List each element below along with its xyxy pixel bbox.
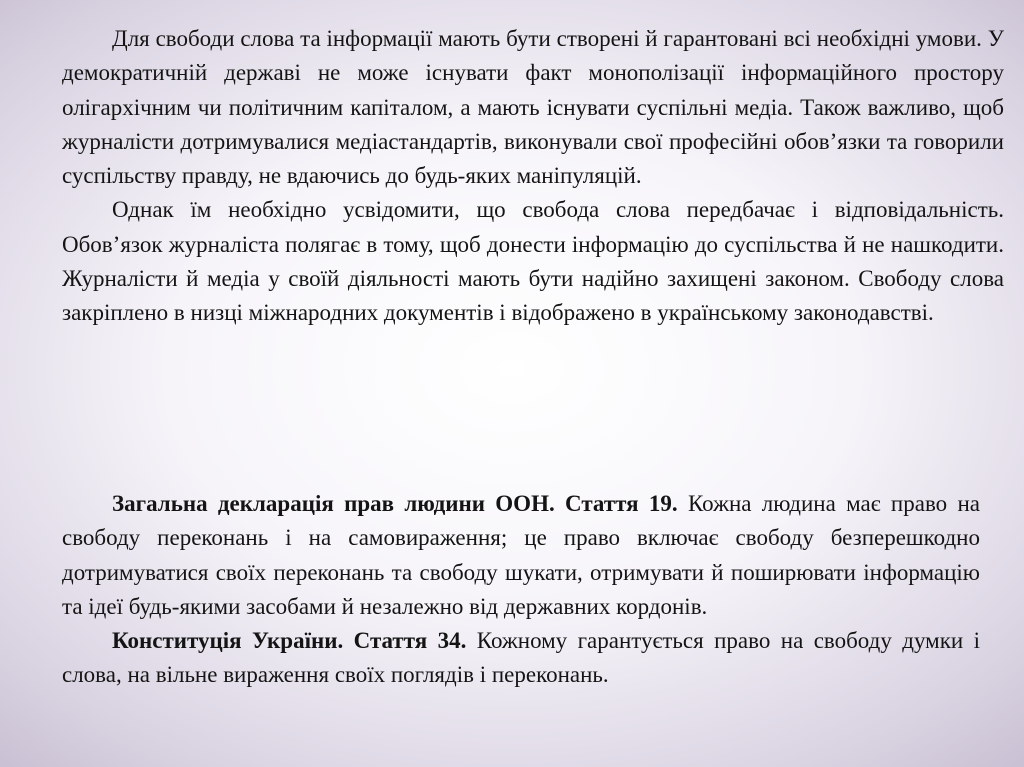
- quote-declaration-title: Загальна декларація прав людини ООН. Стаття 19.: [112, 491, 678, 516]
- paragraph-responsibility: Однак їм необхідно усвідомити, що свобода слова передбачає і відповідальність. Обов’язок журналіста полягає в тому, щоб донести інформацію до суспільства й не нашкодити. Журналісти й медіа у своїй діяльності мають бути надійно захищені законом. Свободу слова закріплено в низці міжнародних документів і відображено в українському законодавстві.: [62, 197, 1004, 326]
- quote-constitution-title: Конституція України. Стаття 34.: [112, 628, 467, 654]
- quote-constitution-article-34: [62, 624, 980, 693]
- quote-declaration-text: Кожна людина має право на свободу переконань і на самовираження; це право включає свободу безперешкодно дотримуватися своїх переконань та свободу шукати, отримувати й поширювати інформацію та ідеї будь-якими засобами й незалежно від державних кордонів.: [62, 491, 980, 619]
- paragraph-freedom-conditions: Для свободи слова та інформації мають бути створені й гарантовані всі необхідні умови. У демократичній державі не може існувати факт монополізації інформаційного простору олігархічним чи політичним капіталом, а мають існувати суспільні медіа. Також важливо, щоб журналісти дотримувалися медіастандартів, виконували свої професійні обов’язки та говорили суспільству правду, не вдаючись до будь-яких маніпуляцій.: [62, 26, 1004, 189]
- quote-declaration-article-19: [62, 487, 980, 624]
- quote-constitution-text: Кожному гарантується право на свободу думки і слова, на вільне вираження своїх поглядів і переконань.: [62, 628, 980, 688]
- intro-text-block: [62, 22, 1004, 331]
- legal-quotes-block: [62, 487, 980, 693]
